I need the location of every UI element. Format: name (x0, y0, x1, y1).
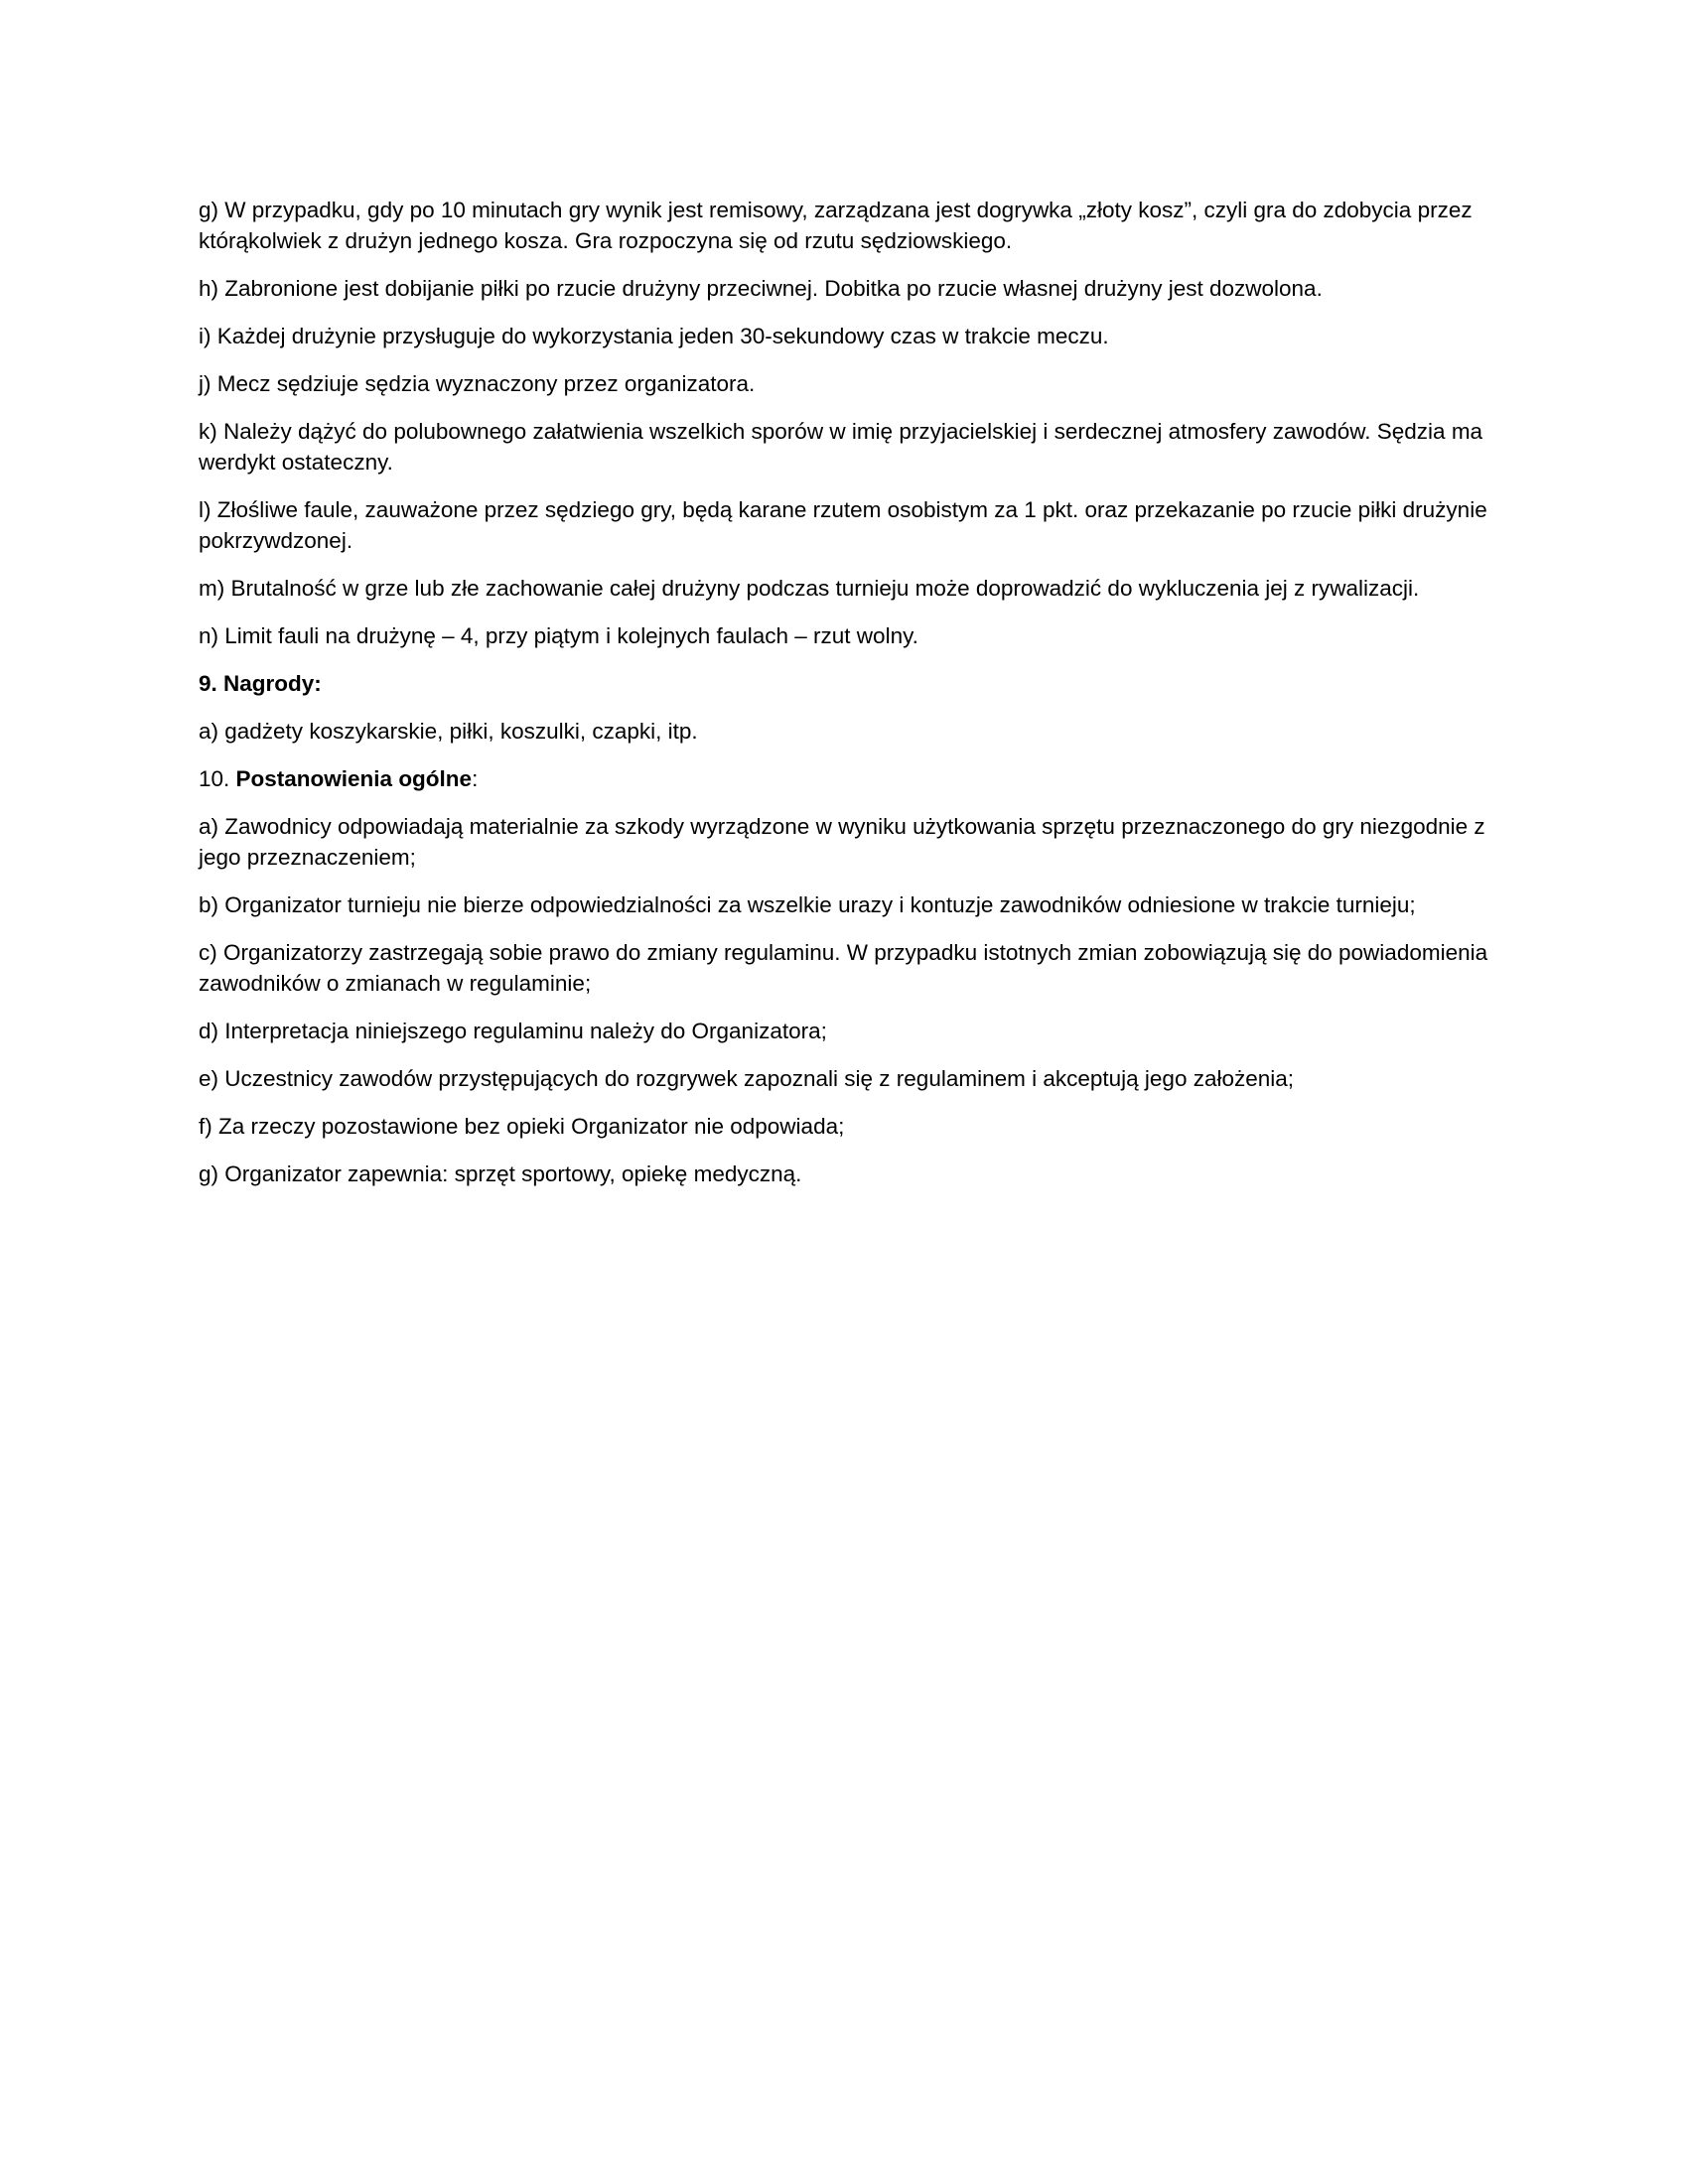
general-item-g: g) Organizator zapewnia: sprzęt sportowy, opiekę medyczną. (199, 1161, 802, 1186)
prizes-heading: 9. Nagrody: (199, 671, 322, 696)
general-item-b: b) Organizator turnieju nie bierze odpowiedzialności za wszelkie urazy i kontuzje zawodników odniesione w trakcie turnieju; (199, 892, 1416, 917)
rule-l: l) Złośliwe faule, zauważone przez sędziego gry, będą karane rzutem osobistym za 1 pkt. oraz przekazanie po rzucie piłki drużynie pokrzywdzonej. (199, 497, 1487, 553)
rule-g: g) W przypadku, gdy po 10 minutach gry wynik jest remisowy, zarządzana jest dogrywka „złoty kosz”, czyli gra do zdobycia przez którąkolwiek z drużyn jednego kosza. Gra rozpoczyna się od rzutu sędziowskiego. (199, 198, 1473, 253)
general-heading-number: 10. (199, 766, 236, 791)
rule-j: j) Mecz sędziuje sędzia wyznaczony przez organizatora. (199, 371, 756, 396)
rule-m: m) Brutalność w grze lub złe zachowanie całej drużyny podczas turnieju może doprowadzić do wykluczenia jej z rywalizacji. (199, 576, 1420, 601)
general-item-e: e) Uczestnicy zawodów przystępujących do rozgrywek zapoznali się z regulaminem i akceptują jego założenia; (199, 1066, 1295, 1091)
rule-h: h) Zabronione jest dobijanie piłki po rzucie drużyny przeciwnej. Dobitka po rzucie własnej drużyny jest dozwolona. (199, 276, 1323, 301)
document-body (199, 195, 1489, 1206)
general-item-d: d) Interpretacja niniejszego regulaminu należy do Organizatora; (199, 1019, 827, 1043)
rule-n: n) Limit fauli na drużynę – 4, przy piątym i kolejnych faulach – rzut wolny. (199, 623, 918, 648)
rule-k: k) Należy dążyć do polubownego załatwienia wszelkich sporów w imię przyjacielskiej i serdecznej atmosfery zawodów. Sędzia ma werdykt ostateczny. (199, 419, 1483, 475)
general-item-f: f) Za rzeczy pozostawione bez opieki Organizator nie odpowiada; (199, 1114, 845, 1139)
general-heading-line (199, 763, 1489, 794)
prizes-item-a: a) gadżety koszykarskie, piłki, koszulki, czapki, itp. (199, 719, 698, 744)
general-heading-colon: : (472, 766, 479, 791)
general-item-a: a) Zawodnicy odpowiadają materialnie za szkody wyrządzone w wyniku użytkowania sprzętu przeznaczonego do gry niezgodnie z jego przeznaczeniem; (199, 814, 1485, 870)
general-item-c: c) Organizatorzy zastrzegają sobie prawo do zmiany regulaminu. W przypadku istotnych zmian zobowiązują się do powiadomienia zawodników o zmianach w regulaminie; (199, 940, 1488, 996)
general-heading: Postanowienia ogólne (235, 766, 473, 791)
rule-i: i) Każdej drużynie przysługuje do wykorzystania jeden 30-sekundowy czas w trakcie meczu. (199, 324, 1109, 348)
